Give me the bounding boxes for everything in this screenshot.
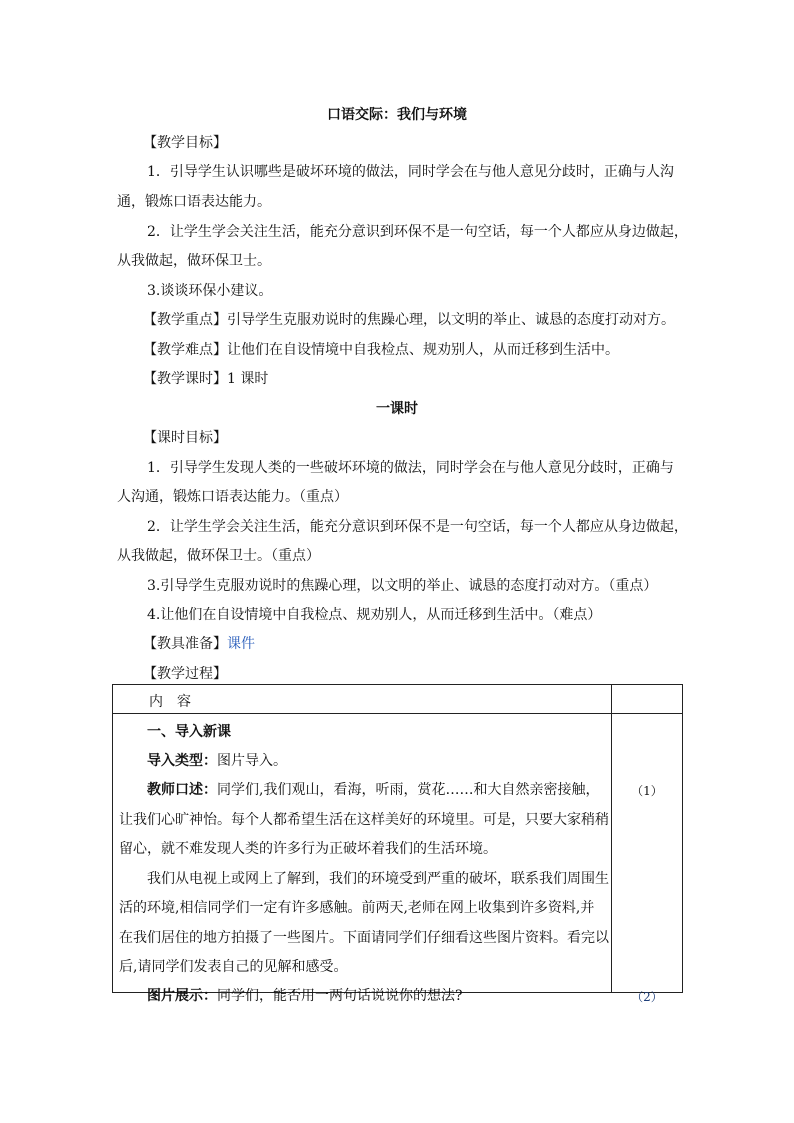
table-header-row [113,685,683,714]
teaching-goals-heading: 【教学目标】 [143,135,227,151]
goal-3: 3.谈谈环保小建议。 [147,283,273,299]
materials [143,634,255,654]
class-hours-text: 1 课时 [227,371,269,387]
class-hours [143,369,268,389]
paragraph-2-line-4: 后,请同学们发表自己的见解和感受。 [119,959,348,975]
table-row [113,714,683,993]
content-header-label: 内 容 [149,694,191,710]
goal-1-line-2: 通，锻炼口语表达能力。 [117,194,271,210]
lesson-goal-2-line-1: 2．让学生学会关注生活，能充分意识到环保不是一句空话，每一个人都应从身边做起， [147,519,688,535]
note-2: （2） [631,990,663,1004]
teacher-speech-line-3: 留心，就不难发现人类的许多行为正破坏着我们的生活环境。 [119,841,497,857]
goal-2-line-1: 2．让学生学会关注生活，能充分意识到环保不是一句空话，每一个人都应从身边做起， [147,224,688,240]
note-cell [612,714,683,1004]
class-hours-label: 【教学课时】 [143,371,227,387]
lesson-goal-3: 3.引导学生克服劝说时的焦躁心理，以文明的举止、诚恳的态度打动对方。（重点） [147,578,658,594]
teacher-speech-text: 同学们,我们观山，看海，听雨，赏花……和大自然亲密接触， [217,782,600,798]
lesson-goal-4: 4.让他们在自设情境中自我检点、规劝别人，从而迁移到生活中。（难点） [147,607,602,623]
teacher-speech-line-1 [147,780,599,800]
paragraph-2-line-3: 在我们居住的地方拍摄了一些图片。下面请同学们仔细看这些图片资料。看完以 [119,930,609,946]
intro-type-label: 导入类型： [147,753,217,769]
key-point-text: 引导学生克服劝说时的焦躁心理，以文明的举止、诚恳的态度打动对方。 [227,312,675,328]
difficult-point [143,340,619,360]
key-point [143,310,675,330]
goal-2-line-2: 从我做起，做环保卫士。 [117,253,271,269]
goal-1-line-1: 1．引导学生认识哪些是破坏环境的做法，同时学会在与他人意见分歧时，正确与人沟 [147,164,674,180]
process-heading: 【教学过程】 [143,666,227,682]
teaching-process-table [112,684,683,1004]
materials-link[interactable]: 课件 [227,636,255,652]
materials-label: 【教具准备】 [143,636,227,652]
picture-show-label: 图片展示： [147,988,217,1004]
key-point-label: 【教学重点】 [143,312,227,328]
lesson-goals-heading: 【课时目标】 [143,430,227,446]
paragraph-2-line-2: 活的环境,相信同学们一定有许多感触。前两天,老师在网上收集到许多资料,并 [119,900,595,916]
teacher-speech-label: 教师口述： [147,782,217,798]
difficult-point-text: 让他们在自设情境中自我检点、规劝别人，从而迁移到生活中。 [227,342,619,358]
picture-show [147,986,463,1006]
section-title: 一、导入新课 [147,724,231,740]
difficult-point-label: 【教学难点】 [143,342,227,358]
lesson-goal-1-line-2: 人沟通，锻炼口语表达能力。（重点） [117,489,348,505]
content-cell [113,714,612,1004]
intro-type [147,751,287,771]
lesson-goal-2-line-2: 从我做起，做环保卫士。（重点） [117,548,320,564]
paragraph-2-line-1: 我们从电视上或网上了解到，我们的环境受到严重的破坏，联系我们周围生 [147,871,609,887]
picture-show-text: 同学们，能否用一两句话说说你的想法? [217,988,463,1004]
intro-type-text: 图片导入。 [217,753,287,769]
note-1: （1） [631,784,663,798]
lesson-heading: 一课时 [376,401,418,417]
teacher-speech-line-2: 让我们心旷神怡。每个人都希望生活在这样美好的环境里。可是，只要大家稍稍 [119,812,609,828]
page-title: 口语交际：我们与环境 [327,107,467,123]
note-header-cell [612,685,683,714]
lesson-goal-1-line-1: 1．引导学生发现人类的一些破坏环境的做法，同时学会在与他人意见分歧时，正确与 [147,460,674,476]
content-header-cell [113,685,612,714]
